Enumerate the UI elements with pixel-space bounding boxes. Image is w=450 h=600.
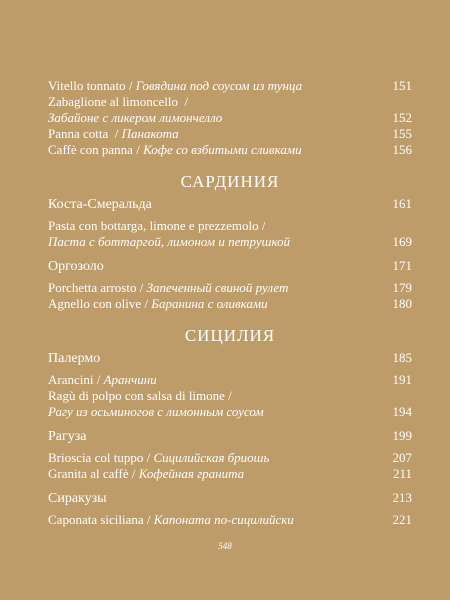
entry-russian-title: Кофейная гранита (138, 466, 245, 481)
entry-russian-title: Капоната по-сицилийски (153, 512, 294, 527)
place-name: Рагуза (48, 429, 87, 444)
place-name: Коста-Смеральда (48, 197, 152, 212)
toc-entry (48, 142, 412, 158)
contents-page (48, 0, 412, 600)
separator: / (146, 512, 151, 527)
separator: / (228, 388, 232, 403)
page-number: 199 (392, 428, 412, 443)
entry-russian-title: Забайоне с ликером лимончелло (48, 110, 223, 125)
entry-italian-title: Panna cotta (48, 126, 109, 141)
toc-entry-line1 (48, 94, 412, 110)
toc-entry (48, 512, 412, 528)
entry-russian-title: Аранчини (103, 372, 157, 387)
entry-italian-title: Caffè con panna (48, 142, 133, 157)
region-heading-sicily: СИЦИЛИЯ (184, 326, 276, 345)
toc-entry-line2 (48, 404, 412, 420)
entry-italian-title: Arancini (48, 372, 94, 387)
page-number: 221 (392, 512, 412, 527)
separator: / (146, 450, 151, 465)
entry-russian-title: Панакота (121, 126, 179, 141)
page-number: 151 (392, 78, 412, 93)
page-number: 180 (392, 296, 412, 311)
place-name: Оргозоло (48, 259, 104, 274)
page-number: 179 (392, 280, 412, 295)
entry-russian-title: Сицилийская бриошь (153, 450, 270, 465)
page-number: 185 (392, 350, 412, 365)
toc-entry (48, 372, 412, 388)
page-number: 191 (392, 372, 412, 387)
place-name: Палермо (48, 351, 101, 366)
page-number: 156 (392, 142, 412, 157)
toc-entry-line2 (48, 234, 412, 250)
page-number: 194 (392, 404, 412, 419)
entry-russian-title: Баранина с оливками (151, 296, 268, 311)
separator: / (131, 466, 136, 481)
separator: / (128, 78, 133, 93)
entry-italian-title: Agnello con olive (48, 296, 142, 311)
toc-place (48, 196, 412, 213)
toc-entry (48, 126, 412, 142)
page-number: 161 (392, 196, 412, 211)
folio-page-number: 548 (218, 541, 232, 551)
page-number: 169 (392, 234, 412, 249)
separator: / (139, 280, 144, 295)
entry-russian-title: Рагу из осьминогов с лимонным соусом (48, 404, 264, 419)
entry-italian-title: Granita al caffè (48, 466, 129, 481)
entry-italian-title: Brioscia col tuppo (48, 450, 144, 465)
entry-italian-title: Porchetta arrosto (48, 280, 137, 295)
toc-entry (48, 78, 412, 94)
separator: / (114, 126, 119, 141)
page-number: 213 (392, 490, 412, 505)
page-number: 152 (392, 110, 412, 125)
page-number: 155 (392, 126, 412, 141)
separator: / (136, 142, 140, 157)
entry-russian-title: Паста с боттаргой, лимоном и петрушкой (48, 234, 291, 249)
entry-italian-title: Vitello tonnato (48, 78, 126, 93)
separator: / (96, 372, 101, 387)
toc-entry (48, 466, 412, 482)
entry-russian-title: Кофе со взбитыми сливками (143, 142, 302, 157)
entry-italian-title: Pasta con bottarga, limone e prezzemolo (48, 218, 259, 233)
region-heading-sardinia: САРДИНИЯ (180, 172, 280, 191)
place-name: Сиракузы (48, 491, 107, 506)
toc-entry (48, 280, 412, 296)
entry-italian-title: Caponata siciliana (48, 512, 144, 527)
toc-entry-line2 (48, 110, 412, 126)
page-number: 171 (392, 258, 412, 273)
entry-italian-title: Ragù di polpo con salsa di limone (48, 388, 225, 403)
toc-place (48, 428, 412, 445)
toc-entry-line1 (48, 388, 412, 404)
toc-entry (48, 296, 412, 312)
entry-russian-title: Запеченный свиной рулет (146, 280, 289, 295)
page-number: 207 (392, 450, 412, 465)
page-number: 211 (392, 466, 412, 481)
toc-place (48, 258, 412, 275)
toc-entry-line1 (48, 218, 412, 234)
separator: / (261, 218, 266, 233)
toc-entry (48, 450, 412, 466)
toc-place (48, 490, 412, 507)
entry-russian-title: Говядина под соусом из тунца (135, 78, 303, 93)
separator: / (184, 94, 189, 109)
separator: / (144, 296, 149, 311)
toc-place (48, 350, 412, 367)
entry-italian-title: Zabaglione al limoncello (48, 94, 178, 109)
